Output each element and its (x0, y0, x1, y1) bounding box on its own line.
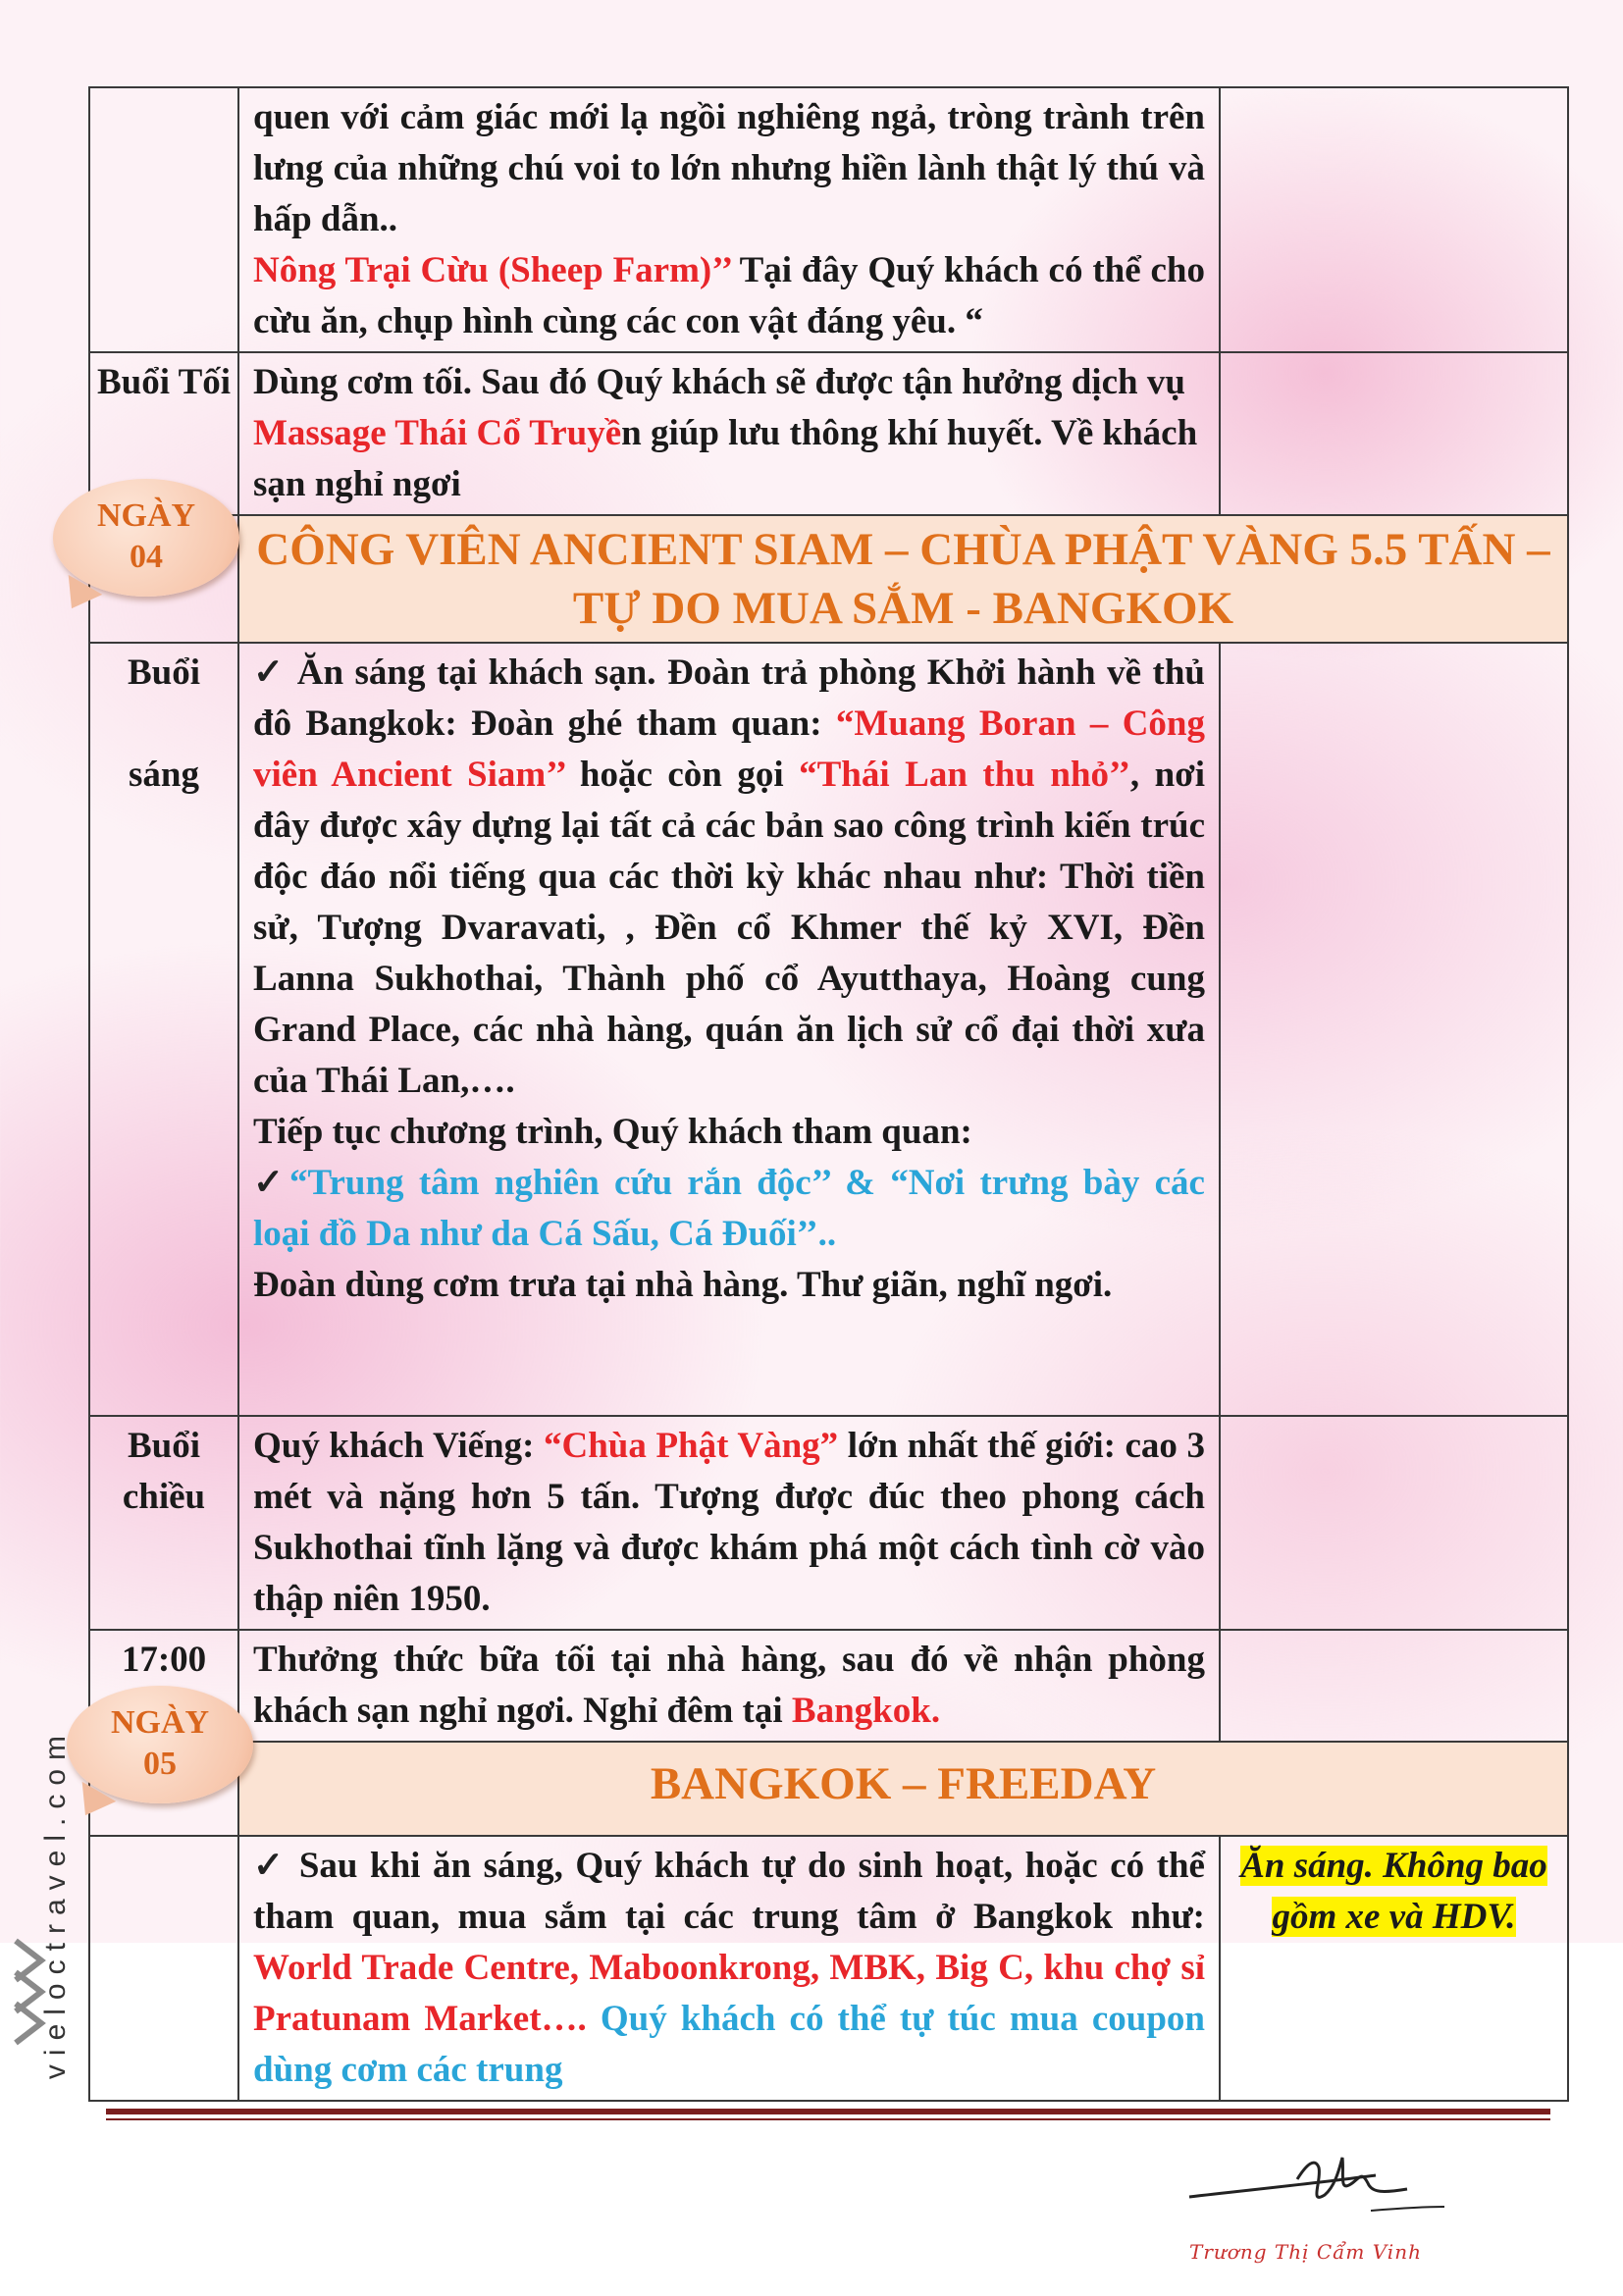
footer-rule (106, 2109, 1550, 2114)
shopping-places: World Trade Centre, Maboonkrong, MBK, Big C, khu chợ sỉ Pratunam Market…. (253, 1948, 1205, 2039)
signature-block (1150, 2124, 1562, 2295)
mini-thailand-name: “Thái Lan thu nhỏ’’ (799, 755, 1130, 795)
afternoon-text: Quý khách Viếng: (253, 1426, 544, 1466)
time-cell (89, 87, 238, 352)
content-cell (238, 643, 1220, 1416)
content-cell (238, 1630, 1220, 1742)
content-cell (238, 352, 1220, 515)
time-cell: 17:00 (89, 1630, 238, 1742)
day-badge-label: NGÀY (110, 1704, 210, 1741)
table-row (89, 643, 1568, 1416)
dinner-text-end: n giúp lưu thông khí huyết. Về khách sạn nghỉ ngơi (253, 413, 1198, 504)
note-cell (1220, 87, 1568, 352)
morning-text: hoặc còn gọi (564, 755, 800, 795)
table-row (89, 1630, 1568, 1742)
content-cell (238, 87, 1220, 352)
meal-note: Ăn sáng. Không bao gồm xe và HDV. (1240, 1846, 1547, 1937)
time-label: Buổi (127, 652, 201, 693)
coupon-text: Quý khách có thể tự túc mua coupon dùng cơm các trung (253, 1999, 1205, 2090)
footer-rule (106, 2118, 1550, 2120)
check-icon: ✓ (253, 1846, 288, 1886)
evening-text: Thưởng thức bữa tối tại nhà hàng, sau đó về nhận phòng khách sạn nghỉ ngơi. Nghỉ đêm tại (253, 1640, 1205, 1731)
check-icon: ✓ (253, 1163, 290, 1203)
website-sidebar: vieloctravel.com (39, 1727, 72, 2080)
day-badge-label: NGÀY (96, 497, 196, 534)
note-cell (1220, 1836, 1568, 2101)
note-cell (1220, 1416, 1568, 1630)
day-badge-number: 04 (130, 539, 163, 575)
time-label: sáng (129, 755, 199, 795)
sheep-farm-text: Tại đây Quý khách có thể cho cừu ăn, chụp hình cùng các con vật đáng yêu. “ (253, 250, 1206, 341)
morning-continue-text: Tiếp tục chương trình, Quý khách tham quan: (253, 1112, 972, 1152)
massage-name: Massage Thái Cổ Truyề (253, 413, 622, 453)
time-cell: Buổi Tối (89, 352, 238, 515)
day-badge-number: 05 (143, 1746, 177, 1782)
time-cell (89, 643, 238, 1416)
sheep-farm-name: Nông Trại Cừu (Sheep Farm)’’ (253, 250, 731, 290)
freeday-text: Sau khi ăn sáng, Quý khách tự do sinh hoạt, hoặc có thể tham quan, mua sắm tại các trung tâm ở Bangkok như: (253, 1846, 1205, 1937)
check-icon: ✓ (253, 652, 287, 693)
day-title: BANGKOK – FREEDAY (238, 1742, 1568, 1836)
time-cell: Buổi chiều (89, 1416, 238, 1630)
time-cell (89, 1836, 238, 2101)
content-cell (238, 1416, 1220, 1630)
signature-name: Trương Thị Cẩm Vinh (1189, 2240, 1422, 2264)
table-row (89, 87, 1568, 352)
lunch-text: Đoàn dùng cơm trưa tại nhà hàng. Thư giãn, nghĩ ngơi. (253, 1265, 1113, 1305)
morning-text: Ăn sáng tại khách sạn. Đoàn trả phòng Khởi hành về thủ đô Bangkok: Đoàn ghé tham quan: (253, 652, 1205, 744)
dinner-text: Dùng cơm tối. Sau đó Quý khách sẽ được tận hưởng dịch vụ (253, 362, 1185, 402)
signature-icon (1150, 2124, 1562, 2242)
chevron-decoration-icon (12, 1933, 47, 2051)
day-badge (53, 479, 239, 597)
day-title-line1: CÔNG VIÊN ANCIENT SIAM – CHÙA PHẬT VÀNG 5.5 TẤN – (256, 524, 1550, 575)
table-row (89, 1416, 1568, 1630)
afternoon-text: lớn nhất thế giới: cao 3 mét và nặng hơn 5 tấn. Tượng được đúc theo phong cách Sukhothai tĩnh lặng và được khám phá một cách tình cờ vào thập niên 1950. (253, 1426, 1205, 1619)
itinerary-table (88, 86, 1569, 2102)
day-title-line2: TỰ DO MUA SẮM - BANGKOK (572, 583, 1234, 634)
snake-center-name: “Trung tâm nghiên cứu rắn độc’’ & “Nơi trưng bày các loại đồ Da như da Cá Sấu, Cá Đuối’’.. (253, 1163, 1205, 1254)
note-cell (1220, 643, 1568, 1416)
elephant-text: quen với cảm giác mới lạ ngồi nghiêng ngả, tròng trành trên lưng của những chú voi to lớn nhưng hiền lành thật lý thú và hấp dẫn.. (253, 97, 1205, 239)
note-cell (1220, 352, 1568, 515)
ancient-siam-name: “Muang Boran – Công viên Ancient Siam’’ (253, 704, 1205, 795)
morning-text: , nơi đây được xây dựng lại tất cả các bản sao công trình kiến trúc độc đáo nổi tiếng qua các thời kỳ khác nhau như: Thời tiền sử, Tượng Dvaravati, , Đền cổ Khmer thế kỷ XVI, Đền Lanna Sukhothai, Thành phố cổ Ayutthaya, Hoàng cung Grand Place, các nhà hàng, quán ăn lịch sử cổ đại thời xưa của Thái Lan,…. (253, 755, 1206, 1101)
table-row (89, 352, 1568, 515)
bangkok-name: Bangkok. (791, 1691, 941, 1731)
day-title (238, 515, 1568, 643)
day-badge (67, 1686, 253, 1803)
table-row (89, 1836, 1568, 2101)
day-header-row (89, 515, 1568, 643)
note-cell (1220, 1630, 1568, 1742)
content-cell (238, 1836, 1220, 2101)
day-header-row (89, 1742, 1568, 1836)
golden-buddha-name: “Chùa Phật Vàng” (544, 1426, 839, 1466)
